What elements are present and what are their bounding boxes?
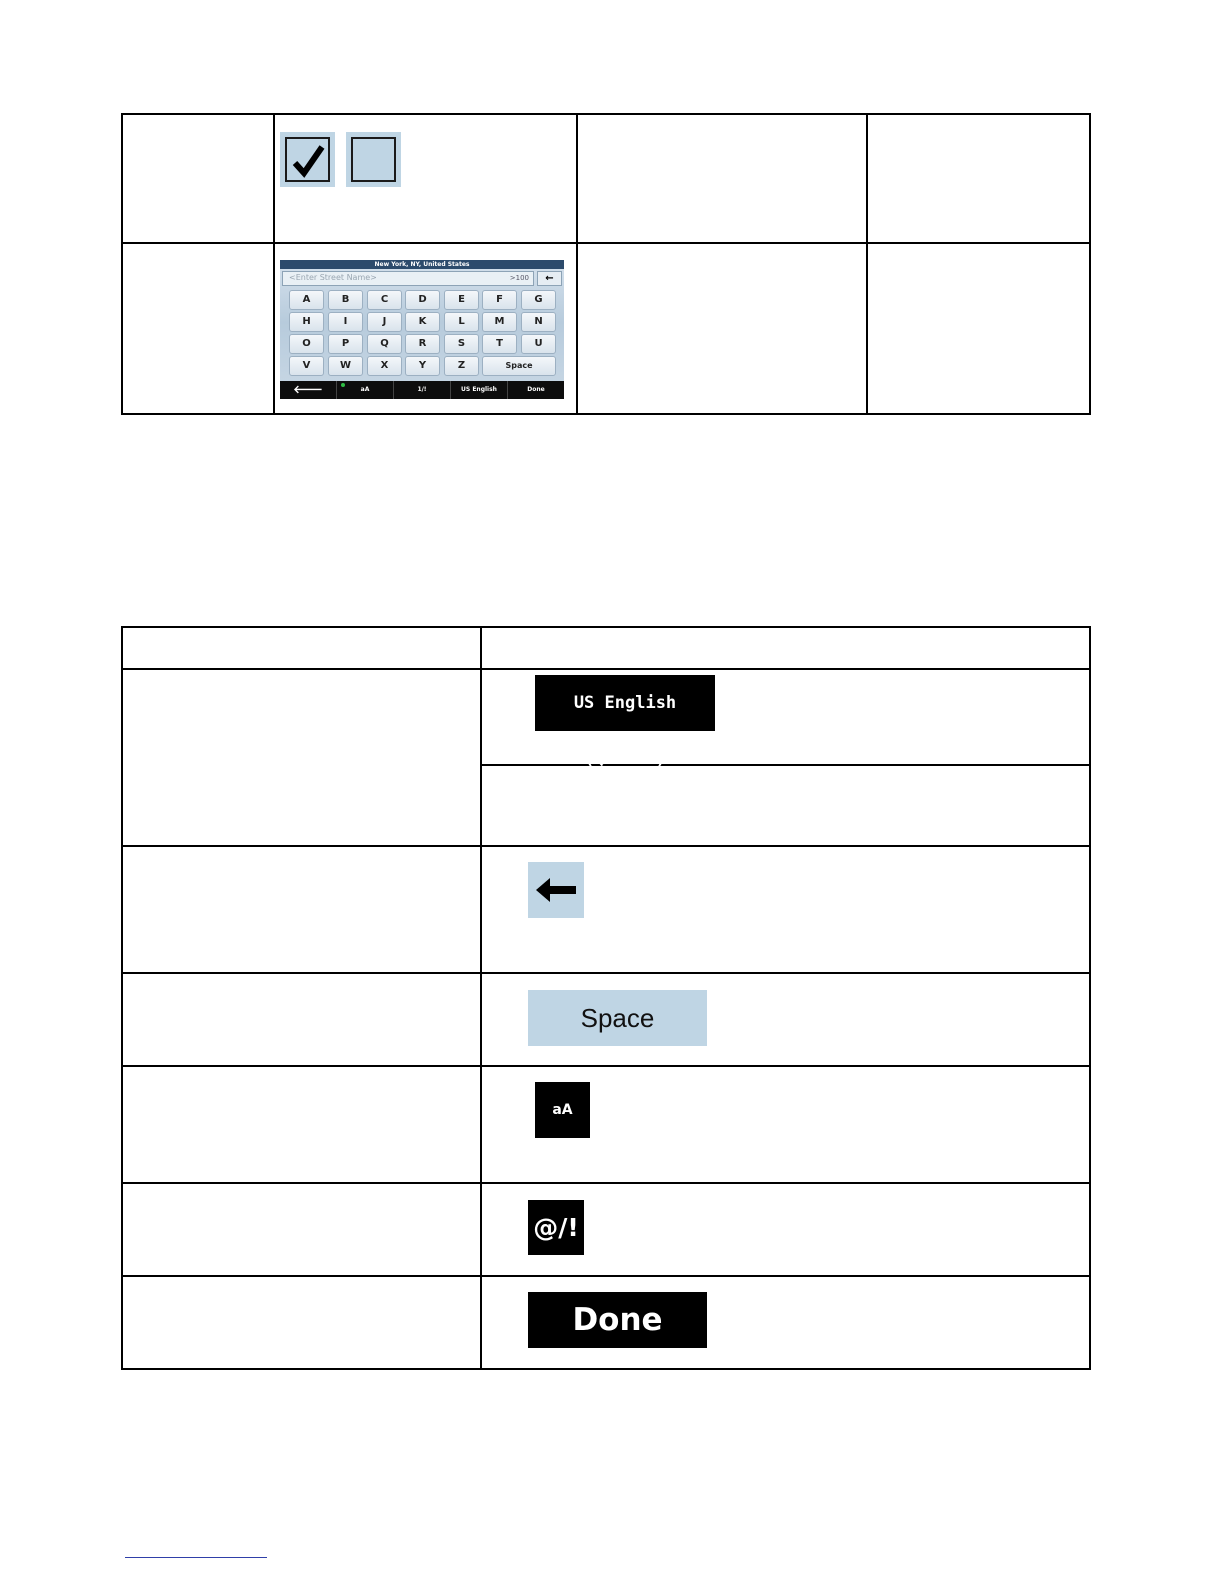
footnote-separator xyxy=(125,1557,267,1558)
status-dot-icon xyxy=(341,383,345,387)
key-b[interactable]: B xyxy=(328,290,363,310)
key-s[interactable]: S xyxy=(444,334,479,354)
key-i[interactable]: I xyxy=(328,312,363,332)
table-row xyxy=(122,669,1090,765)
table-cell xyxy=(122,114,274,243)
case-toggle-button[interactable] xyxy=(337,381,394,399)
button-cell xyxy=(481,1066,1090,1183)
table-cell xyxy=(122,1276,481,1369)
key-a[interactable]: A xyxy=(289,290,324,310)
street-input-placeholder: <Enter Street Name> xyxy=(289,273,377,282)
settings-table xyxy=(121,113,1091,415)
symbols-button[interactable]: @/! xyxy=(528,1200,584,1255)
key-t[interactable]: T xyxy=(482,334,517,354)
case-toggle-button[interactable]: aA xyxy=(535,1082,590,1138)
key-o[interactable]: O xyxy=(289,334,324,354)
table-row xyxy=(122,846,1090,973)
table-cell xyxy=(122,846,481,973)
key-z[interactable]: Z xyxy=(444,356,479,376)
done-button[interactable]: Done xyxy=(527,386,545,393)
table-cell xyxy=(577,114,867,243)
location-title: New York, NY, United States xyxy=(280,260,564,269)
symbols-page-button[interactable]: 1/! xyxy=(394,381,451,399)
key-l[interactable]: L xyxy=(444,312,479,332)
key-q[interactable]: Q xyxy=(367,334,402,354)
key-y[interactable]: Y xyxy=(405,356,440,376)
keyboard-bottom-bar xyxy=(280,381,564,411)
result-count: >100 xyxy=(509,274,529,282)
table-row xyxy=(122,243,1090,414)
key-h[interactable]: H xyxy=(289,312,324,332)
key-f[interactable]: F xyxy=(482,290,517,310)
table-row xyxy=(122,1276,1090,1369)
table-row xyxy=(122,1183,1090,1276)
table-row xyxy=(122,1066,1090,1183)
checkmark-icon xyxy=(293,144,325,178)
button-cell xyxy=(481,1183,1090,1276)
table-cell xyxy=(481,765,1090,846)
button-cell xyxy=(481,846,1090,973)
table-row xyxy=(122,973,1090,1066)
space-key[interactable]: Space xyxy=(482,356,556,376)
key-n[interactable]: N xyxy=(521,312,556,332)
keyboard-layout-button[interactable]: US English (QWERTY) xyxy=(535,675,715,731)
checkbox-frame xyxy=(351,137,396,182)
key-j[interactable]: J xyxy=(367,312,402,332)
table-cell xyxy=(867,114,1090,243)
space-button[interactable]: Space xyxy=(528,990,707,1046)
table-header-cell xyxy=(481,627,1090,669)
table-cell xyxy=(122,1066,481,1183)
key-m[interactable]: M xyxy=(482,312,517,332)
key-u[interactable]: U xyxy=(521,334,556,354)
key-e[interactable]: E xyxy=(444,290,479,310)
key-v[interactable]: V xyxy=(289,356,324,376)
key-k[interactable]: K xyxy=(405,312,440,332)
key-r[interactable]: R xyxy=(405,334,440,354)
button-cell xyxy=(481,1276,1090,1369)
case-toggle-label: aA xyxy=(360,386,370,393)
keyboard-screenshot xyxy=(280,260,564,411)
key-w[interactable]: W xyxy=(328,356,363,376)
table-header-cell xyxy=(122,627,481,669)
key-x[interactable]: X xyxy=(367,356,402,376)
done-button[interactable]: Done xyxy=(528,1292,707,1348)
table-row xyxy=(122,114,1090,243)
backspace-arrow-icon xyxy=(534,876,578,904)
table-cell xyxy=(577,243,867,414)
backspace-key[interactable]: ← xyxy=(537,271,562,286)
checkbox-cell xyxy=(274,114,577,243)
checked-checkbox[interactable] xyxy=(280,132,335,187)
table-cell xyxy=(122,973,481,1066)
street-input[interactable] xyxy=(282,271,534,286)
button-cell xyxy=(481,669,1090,769)
unchecked-checkbox[interactable] xyxy=(346,132,401,187)
checkbox-frame xyxy=(285,137,330,182)
keyboard-cell xyxy=(274,243,577,414)
table-header-row xyxy=(122,627,1090,669)
table-cell xyxy=(122,669,481,846)
backspace-button[interactable] xyxy=(528,862,584,918)
keyboard-layout-button[interactable]: US English (ABCD) xyxy=(451,381,508,399)
back-button[interactable]: 🡐 xyxy=(280,381,337,399)
key-g[interactable]: G xyxy=(521,290,556,310)
key-c[interactable]: C xyxy=(367,290,402,310)
key-p[interactable]: P xyxy=(328,334,363,354)
key-d[interactable]: D xyxy=(405,290,440,310)
table-cell xyxy=(867,243,1090,414)
keyboard-buttons-table xyxy=(121,626,1091,1370)
table-cell xyxy=(122,243,274,414)
button-cell xyxy=(481,973,1090,1066)
table-cell xyxy=(122,1183,481,1276)
